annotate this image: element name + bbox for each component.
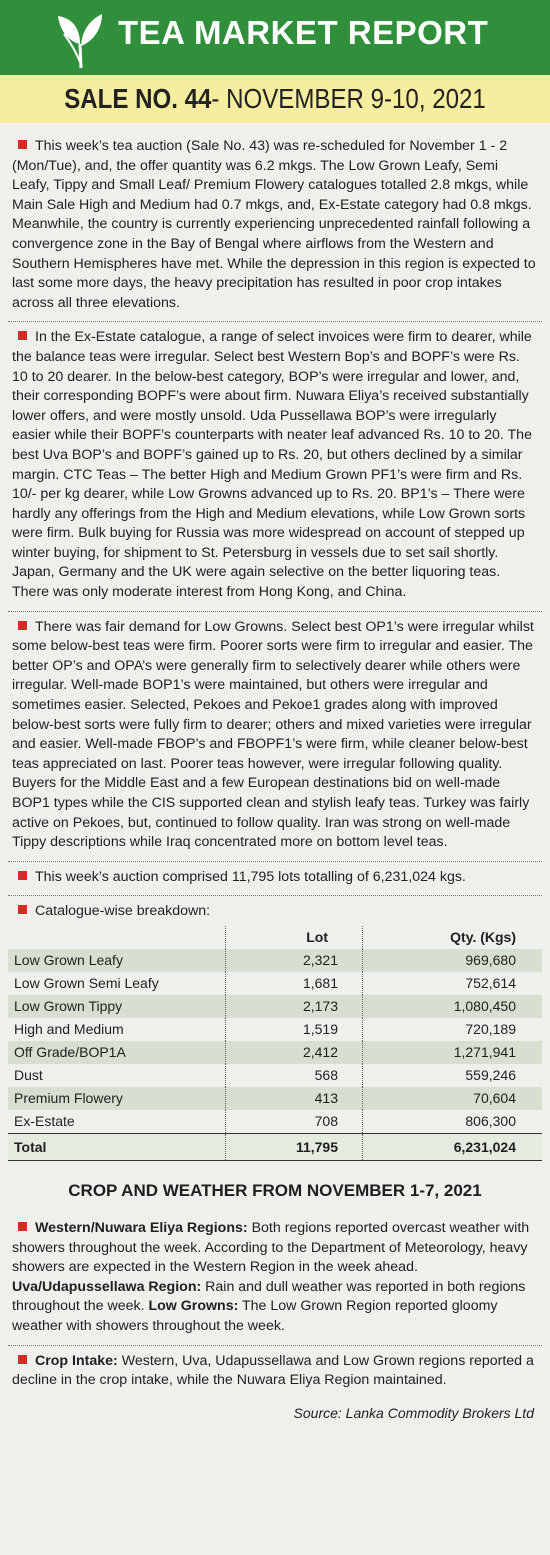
crop-weather-heading: CROP AND WEATHER FROM NOVEMBER 1-7, 2021 bbox=[68, 1180, 482, 1200]
sale-banner bbox=[0, 75, 550, 123]
sale-number: SALE NO. 44 bbox=[64, 83, 212, 114]
sale-dates: - NOVEMBER 9-10, 2021 bbox=[211, 83, 486, 114]
bullet-square-icon bbox=[18, 871, 27, 880]
bullet-square-icon bbox=[18, 905, 27, 914]
table-row: Off Grade/BOP1A 2,412 1,271,941 bbox=[8, 1041, 542, 1064]
table-row: Ex-Estate 708 806,300 bbox=[8, 1110, 542, 1134]
report-title: TEA MARKET REPORT bbox=[118, 14, 489, 51]
bullet-square-icon bbox=[18, 331, 27, 340]
bullet-square-icon bbox=[18, 1222, 27, 1231]
paragraph-ex-estate: In the Ex-Estate catalogue, a range of select invoices were firm to dearer, while the balance teas were irregular. Select best Western Bop’s and BOPF’s were Rs. 10 to 20 dearer. In the below-best category, BOP’s were irregular and lower, and, their corresponding BOPF’s were about firm. Nuwara Eliya’s received substantially lower offers, and were mostly unsold. Uda Pussellawa BOP’s were irregularly easier while their BOPF’s counterparts with neater leaf advanced Rs. 10 to 20. The best Uva BOP’s and BOPF’s gained up to Rs. 20, but others declined by a similar margin. CTC Teas – The better High and Medium Grown PF1’s were firm and Rs. 10/- per kg dearer, while Low Growns advanced up to Rs. 20. BP1’s – There were hardly any offerings from the High and Medium elevations, while Low Grown sorts were firm. Bulk buying for Russia was more widespread on account of stepped up winter buying, for shipment to St. Petersburg in vessels due to set sail shortly. Japan, Germany and the UK were again selective on the better liquoring teas. There was only moderate interest from Hong Kong, and China. bbox=[12, 329, 532, 601]
paragraph-crop-intake: Crop Intake: Western, Uva, Udapussellawa and Low Grown regions reported a decline in the crop intake, while the Nuwara Eliya Region maintained. bbox=[12, 1352, 534, 1389]
report-header bbox=[0, 0, 550, 75]
table-row: Low Grown Tippy 2,173 1,080,450 bbox=[8, 995, 542, 1018]
paragraph-low-growns: There was fair demand for Low Growns. Select best OP1’s were irregular whilst some below-best teas were firm. Poorer sorts were firm to irregular and easier. The better OP’s and OPA’s were generally firm to selectively dearer while others were irregular. Well-made BOP1’s were maintained, but others were irregular and sometimes easier. Selected, Pekoes and Pekoe1 grades along with improved below-best sorts were fully firm to dearer; others and mixed varieties were irregular and easier. Well-made FBOP’s and FBOPF1’s were firm, while cleaner below-best teas appreciated on last. Poorer teas however, were irregular following quality. Buyers for the Middle East and a few European destinations bid on well-made BOP1 types while the CIS supported clean and stylish leafy teas. Turkey was fairly active on Pekoes, but, continued to follow quality. Iran was strong on well-made Tippy descriptions while Iraq concentrated more on bottom level teas. bbox=[12, 618, 534, 851]
table-row: Low Grown Leafy 2,321 969,680 bbox=[8, 949, 542, 972]
paragraph-auction-overview: This week’s tea auction (Sale No. 43) was re-scheduled for November 1 - 2 (Mon/Tue), and, the offer quantity was 6.2 mkgs. The Low Grown Leafy, Semi Leafy, Tippy and Small Leaf/ Premium Flowery catalogues totalled 2.8 mkgs, while Main Sale High and Medium had 0.7 mkgs, and, Ex-Estate category had 0.8 mkgs. Meanwhile, the country is currently experiencing unprecedented rainfall following a convergence zone in the Bay of Bengal where airflows from the Western and Southern Hemispheres have met. While the depression in this region is expected to last some more days, the heavy precipitation has resulted in poor crop intakes across all three elevations. bbox=[12, 138, 536, 311]
table-row: Low Grown Semi Leafy 1,681 752,614 bbox=[8, 972, 542, 995]
source-credit: Source: Lanka Commodity Brokers Ltd bbox=[293, 1404, 534, 1421]
column-header-lot: Lot bbox=[226, 926, 363, 949]
bullet-square-icon bbox=[18, 621, 27, 630]
catalogue-breakdown-table bbox=[8, 926, 542, 1161]
bullet-square-icon bbox=[18, 1355, 27, 1364]
report-body bbox=[8, 131, 542, 1421]
table-row: Dust 568 559,246 bbox=[8, 1064, 542, 1087]
paragraph-weather: Western/Nuwara Eliya Regions: Both regions reported overcast weather with showers throughout the week. According to the Department of Meteorology, heavy showers are expected in the Western Region in the week ahead. Uva/Udapussellawa Region: Rain and dull weather was reported in both regions throughout the week. Low Growns: The Low Grown Region reported gloomy weather with showers throughout the week. bbox=[12, 1219, 530, 1334]
table-total-row: Total 11,795 6,231,024 bbox=[8, 1133, 542, 1160]
table-row: High and Medium 1,519 720,189 bbox=[8, 1018, 542, 1041]
tea-leaf-logo-icon bbox=[50, 12, 110, 70]
table-header-row bbox=[8, 926, 542, 949]
column-header-qty: Qty. (Kgs) bbox=[363, 926, 543, 949]
paragraph-auction-summary: This week’s auction comprised 11,795 lots totalling of 6,231,024 kgs. bbox=[8, 862, 542, 896]
table-row: Premium Flowery 413 70,604 bbox=[8, 1087, 542, 1110]
bullet-square-icon bbox=[18, 140, 27, 149]
breakdown-label: Catalogue-wise breakdown: bbox=[8, 896, 542, 924]
